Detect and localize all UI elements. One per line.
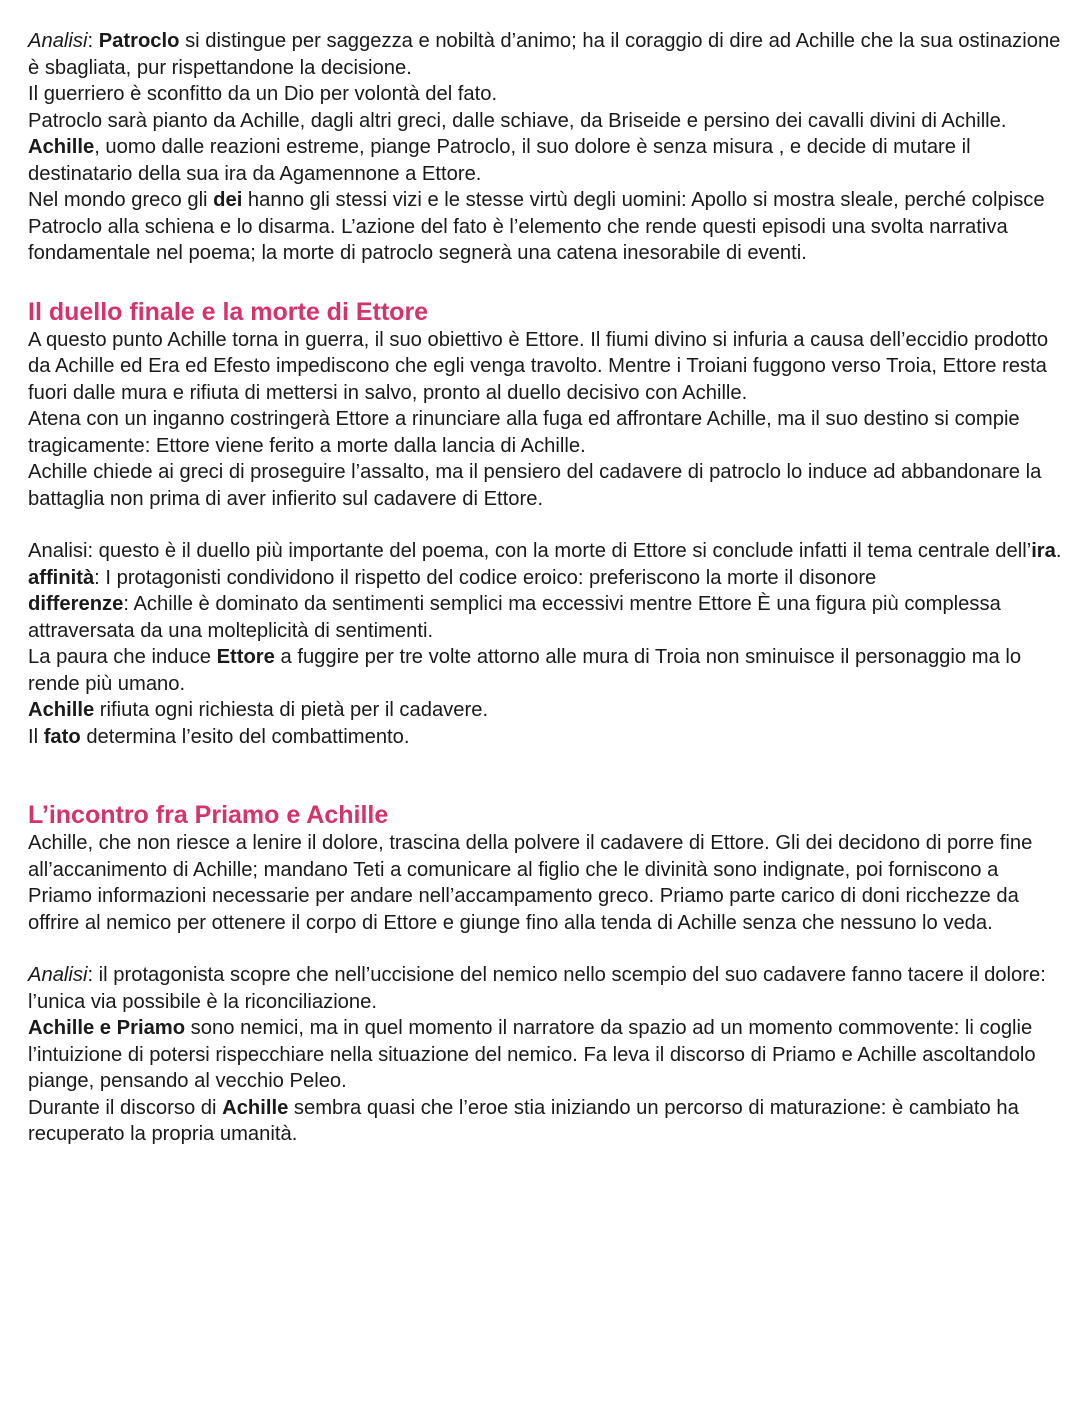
paragraph-differenze: differenze: Achille è dominato da sentimenti semplici ma eccessivi mentre Ettore È una figura più complessa attraversata da una molteplicità di sentimenti. [28, 593, 1001, 642]
paragraph-gods-vices: Nel mondo greco gli dei hanno gli stessi vizi e le stesse virtù degli uomini: Apollo si mostra sleale, perché colpisce Patroclo alla schiena e lo disarma. L’azione del fato è l’elemento che rende questi episodi una svolta narrativa fondamentale nel poema; la morte di patroclo segnerà una catena inesorabile di eventi. [28, 189, 1045, 264]
paragraph-achille-returns: A questo punto Achille torna in guerra, il suo obiettivo è Ettore. Il fiumi divino si infuria a causa dell’eccidio prodotto da Achille ed Era ed Efesto impediscono che egli venga travolto. Mentre i Troiani fuggono verso Troia, Ettore resta fuori dalle mura e rifiuta di mettersi in salvo, pronto al duello decisivo con Achille. [28, 328, 1049, 404]
paragraph-maturation: Durante il discorso di Achille sembra quasi che l’eroe stia iniziando un percorso di maturazione: è cambiato ha recuperato la propria umanità. [28, 1096, 1019, 1145]
paragraph-warrior-defeated: Il guerriero è sconfitto da un Dio per volontà del fato. [28, 83, 498, 105]
paragraph-fato: Il fato determina l’esito del combattimento. [28, 725, 410, 748]
paragraph-atena-deception: Atena con un inganno costringerà Ettore a rinunciare alla fuga ed affrontare Achille, ma il suo destino si compie tragicamente: Ettore viene ferito a morte dalla lancia di Achille. [28, 408, 1020, 457]
paragraph-patroclo-mourned: Patroclo sarà pianto da Achille, dagli altri greci, dalle schiave, da Briseide e persino dei cavalli divini di Achille. [28, 109, 1007, 132]
analysis-patroclo: Analisi: Patroclo si distingue per saggezza e nobiltà d’animo; ha il coraggio di dire ad Achille che la sua ostinazione è sbagliata, pur rispettandone la decisione. [28, 30, 1061, 79]
paragraph-achille-abandons: Achille chiede ai greci di proseguire l’assalto, ma il pensiero del cadavere di patroclo lo induce ad abbandonare la battaglia non prima di aver infierito sul cadavere di Ettore. [28, 461, 1042, 510]
paragraph-ettore-fear: La paura che induce Ettore a fuggire per tre volte attorno alle mura di Troia non sminuisce il personaggio ma lo rende più umano. [28, 646, 1022, 695]
paragraph-achille-refuses: Achille rifiuta ogni richiesta di pietà per il cadavere. [28, 699, 489, 721]
paragraph-achille-grief: Achille, uomo dalle reazioni estreme, piange Patroclo, il suo dolore è senza misura , e decide di mutare il destinatario della sua ira da Agamennone a Ettore. [28, 136, 971, 185]
analysis-reconciliation: Analisi: il protagonista scopre che nell’uccisione del nemico nello scempio del suo cadavere fanno tacere il dolore: l’unica via possibile è la riconciliazione. [28, 964, 1046, 1013]
document-page [28, 28, 1063, 1148]
paragraph-enemies: Achille e Priamo sono nemici, ma in quel momento il narratore da spazio ad un momento commovente: li coglie l’intuizione di potersi rispecchiare nella situazione del nemico. Fa leva il discorso di Priamo e Achille ascoltandolo piange, pensando al vecchio Peleo. [28, 1017, 1036, 1092]
paragraph-priamo-journey: Achille, che non riesce a lenire il dolore, trascina della polvere il cadavere di Ettore. Gli dei decidono di porre fine all’accanimento di Achille; mandano Teti a comunicare al figlio che le divinità sono indignate, poi forniscono a Priamo informazioni necessarie per andare nell’accampamento greco. Priamo parte carico di doni ricchezze da offrire al nemico per ottenere il corpo di Ettore e giunge fino alla tenda di Achille senza che nessuno lo veda. [28, 832, 1033, 934]
paragraph-affinita: affinità: I protagonisti condividono il rispetto del codice eroico: preferiscono la morte il disonore [28, 566, 877, 589]
section-heading-priamo: L’incontro fra Priamo e Achille [28, 801, 389, 829]
analysis-duel: Analisi: questo è il duello più importante del poema, con la morte di Ettore si conclude infatti il tema centrale dell’ira. [28, 540, 1062, 562]
section-heading-duel: Il duello finale e la morte di Ettore [28, 297, 429, 326]
